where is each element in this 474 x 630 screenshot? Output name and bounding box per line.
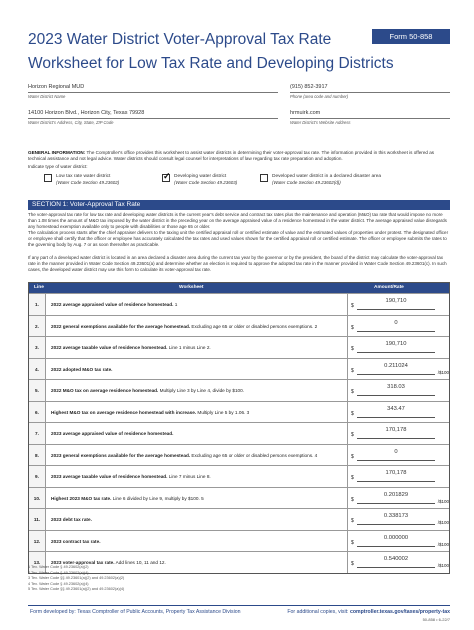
dollar-sign: $ xyxy=(351,303,354,309)
checkmark-icon: ✓ xyxy=(163,171,171,181)
district-type-label: Developing water district xyxy=(174,174,227,179)
line-number: 11. xyxy=(29,509,46,530)
line-number: 6. xyxy=(29,402,46,423)
footnote: 1 Tex. Water Code § 49.23602(a)(2) xyxy=(28,565,89,569)
website-caption: Water District's Website Address xyxy=(290,118,450,125)
form-title xyxy=(28,30,394,73)
rate-unit: /$100 xyxy=(437,369,449,375)
line-number: 4. xyxy=(29,359,46,380)
checkbox[interactable] xyxy=(44,174,52,182)
fill-line xyxy=(357,352,435,353)
fill-line xyxy=(357,438,435,439)
amount-value: 0.338173 xyxy=(383,513,409,519)
amount-field[interactable] xyxy=(347,337,451,358)
district-type-code: (Water Code Section 49.23602(d)) xyxy=(272,180,341,185)
table-row xyxy=(29,379,449,401)
page-footer xyxy=(28,605,450,622)
district-name-value: Horizon Regional MUD xyxy=(28,84,85,90)
line-number: 3. xyxy=(29,337,46,358)
dollar-sign: $ xyxy=(351,453,354,460)
dollar-sign: $ xyxy=(351,389,354,395)
table-row xyxy=(29,465,449,487)
line-description xyxy=(51,294,177,316)
amount-field[interactable] xyxy=(347,445,451,466)
phone-field[interactable] xyxy=(290,82,450,102)
phone-value: (915) 852-3917 xyxy=(290,84,328,90)
table-row xyxy=(29,293,449,315)
line-title: 2023 debt tax rate. xyxy=(51,517,92,522)
dollar-sign: $ xyxy=(351,432,354,438)
line-number: 8. xyxy=(29,445,46,466)
district-name-caption: Water District Name xyxy=(28,92,278,99)
title-line-1: 2023 Water District Voter-Approval Tax Rate xyxy=(28,31,332,48)
line-number: 5. xyxy=(29,380,46,401)
dollar-sign: $ xyxy=(351,346,354,352)
line-title: 2022 average taxable value of residence homestead. xyxy=(51,345,168,350)
amount-value: 0 xyxy=(394,448,398,455)
fill-line xyxy=(357,567,435,568)
table-row xyxy=(29,530,449,552)
line-title: 2023 average taxable value of residence homestead. xyxy=(51,474,168,479)
general-label: GENERAL INFORMATION: xyxy=(28,150,86,155)
dollar-sign: $ xyxy=(351,410,354,417)
table-row xyxy=(29,358,449,380)
section-1-paragraph-3: If any part of a developed water district is located in an area declared a disaster area during the current tax year by the governor or by the president, the board of the district may calculate the voter-approval tax rate in the manner provided in Water Code Section 49.23601(a) and determine whether an election is required to approve the adopted tax rate in the manner provided in Water Code Section 49.23601(c). In such cases, the developed water district may use this form to calculate its voter-approval tax rate. xyxy=(28,255,447,272)
line-instruction: Multiply Line 5 by 1.06. 3 xyxy=(196,409,250,415)
table-row xyxy=(29,444,449,466)
table-row xyxy=(29,508,449,530)
dollar-sign: $ xyxy=(351,518,354,524)
rate-unit: /$100 xyxy=(437,498,449,504)
district-info xyxy=(28,82,450,128)
address-caption: Water District's Address, City, State, ZIP Code xyxy=(28,118,278,125)
line-title: 2022 adopted M&O tax rate. xyxy=(51,366,113,372)
dollar-sign: $ xyxy=(351,324,354,331)
line-description xyxy=(51,316,317,338)
col-worksheet-header: Worksheet xyxy=(179,285,204,290)
fill-line xyxy=(357,374,435,375)
general-text: The Comptroller's office provides this worksheet to assist water districts in determining their voter-approval tax rate. The information provided in this worksheet is offered as technical assistance and not legal advice. Water districts should consult legal counsel for interpretations of law regarding tax rate preparation and adoption. xyxy=(28,150,435,161)
line-number: 2. xyxy=(29,316,46,337)
dollar-sign: $ xyxy=(351,367,354,374)
footer-link[interactable]: comptroller.texas.gov/taxes/property-tax xyxy=(349,609,450,615)
footnotes xyxy=(28,565,124,593)
amount-field[interactable] xyxy=(347,380,451,401)
line-description xyxy=(51,488,204,510)
fill-line xyxy=(357,309,435,310)
amount-value: 0.000000 xyxy=(383,534,409,541)
table-header xyxy=(29,283,449,293)
fill-line xyxy=(357,503,435,504)
amount-value: 343.47 xyxy=(387,405,405,412)
line-description xyxy=(51,380,244,402)
amount-value: 190,710 xyxy=(385,341,407,347)
footnote: 3 Tex. Water Code §§ 49.23601(a)(2) and 49.23602(a)(2) xyxy=(28,576,125,580)
amount-value: 170,178 xyxy=(385,470,407,476)
line-description xyxy=(51,423,173,445)
fill-line xyxy=(357,460,435,461)
section-1-header: SECTION 1: Voter-Approval Tax Rate xyxy=(28,200,450,210)
section-1-paragraph-1: The voter-approval tax rate for low tax rate and developing water districts is the current year's debt service and contract tax rates plus the maintenance and operation (M&O) tax rate that would impose no more than 1.08 times the amount of M&O tax imposed by the water district in the preceding year on the average appraised value of a residence homestead in the water district. The average appraised value disregards any homestead exemption available only to people with disabilities or those age 65 or older. xyxy=(28,212,447,229)
footnote: 4 Tex. Water Code § 49.23602(a)(4) xyxy=(28,581,89,586)
section-1-paragraph-2: The calculation process starts after the chief appraiser delivers to the taxing unit the certified appraisal roll or certified estimate of value and the estimated values of properties under protest. The designated officer or employee shall certify that the officer or employee has accurately calculated the tax rates and used values shown for the certified appraisal roll or certified estimate. The officer or employee submits the rates to the governing body by Aug. 7 or as soon thereafter as practicable. xyxy=(28,230,449,247)
line-description xyxy=(51,359,112,381)
dollar-sign: $ xyxy=(351,475,354,481)
col-line-header: Line xyxy=(34,285,44,290)
table-row xyxy=(29,487,449,509)
website-field[interactable] xyxy=(290,108,450,128)
amount-value: 0.540002 xyxy=(383,556,409,562)
footer-visit-text: For additional copies, visit: xyxy=(287,609,350,615)
line-instruction: Excluding age 65 or older or disabled persons exemptions. 2 xyxy=(190,323,318,329)
line-title: 2022 M&O tax on average residence homestead. xyxy=(51,388,159,393)
line-title: 2023 contract tax rate. xyxy=(51,538,101,544)
fill-line xyxy=(357,417,435,418)
amount-value: 318.03 xyxy=(387,384,405,390)
title-line-2: Worksheet for Low Tax Rate and Developing Districts xyxy=(28,55,394,72)
table-row xyxy=(29,336,449,358)
fill-line xyxy=(357,481,435,482)
amount-value: 0 xyxy=(394,319,398,326)
dollar-sign: $ xyxy=(351,539,354,546)
rate-unit: /$100 xyxy=(437,541,449,547)
line-title: 2023 voter-approval tax rate. xyxy=(51,560,115,565)
website-value: hrmuirk.com xyxy=(290,110,321,116)
line-number: 10. xyxy=(29,488,46,509)
amount-field[interactable] xyxy=(347,294,451,315)
fill-line xyxy=(357,524,435,525)
line-number: 7. xyxy=(29,423,46,444)
col-amount-header: Amount/Rate xyxy=(374,285,404,290)
fill-line xyxy=(357,331,435,332)
line-description xyxy=(51,531,101,553)
table-row xyxy=(29,401,449,423)
footer-visit xyxy=(287,609,450,615)
district-type-label: Developed water district in a declared disaster area xyxy=(272,174,382,179)
line-description xyxy=(51,466,211,488)
amount-value: 0.211024 xyxy=(384,362,408,369)
rate-unit: /$100 xyxy=(437,563,449,568)
table-row xyxy=(29,315,449,337)
amount-field[interactable] xyxy=(347,531,451,552)
line-number: 1. xyxy=(29,294,46,315)
fill-line xyxy=(357,395,435,396)
amount-field[interactable] xyxy=(347,466,451,487)
district-type-code: (Water Code Section 49.23603) xyxy=(174,180,238,185)
amount-value: 190,710 xyxy=(385,298,407,304)
amount-value: 170,178 xyxy=(385,427,407,433)
rate-unit: /$100 xyxy=(437,520,449,525)
line-title: 2022 average appraised value of residence homestead. xyxy=(51,302,174,307)
line-number: 13. xyxy=(29,552,46,573)
address-field[interactable] xyxy=(28,108,278,128)
dollar-sign: $ xyxy=(351,496,354,503)
fill-line xyxy=(357,546,435,547)
line-number: 9. xyxy=(29,466,46,487)
line-instruction: Line 6 divided by Line 9, multiply by $100. 5 xyxy=(111,495,204,501)
amount-field[interactable] xyxy=(347,552,451,573)
general-information xyxy=(28,150,450,162)
amount-field[interactable] xyxy=(347,402,451,423)
amount-value: 0.201829 xyxy=(383,491,409,498)
line-title: 2023 average appraised value of residence homestead. xyxy=(51,431,174,436)
checkbox[interactable] xyxy=(260,174,268,182)
footnote: 2 Tex. Water Code § 49.23602(a)(4) xyxy=(28,570,89,575)
footnote: 5 Tex. Water Code §§ 49.23601(a)(2) and 49.23602(a)(4) xyxy=(28,587,125,591)
line-instruction: 1 xyxy=(173,302,178,307)
line-instruction: Add lines 10, 11 and 12. xyxy=(114,560,166,565)
district-type-prompt: Indicate type of water district: xyxy=(28,164,88,169)
district-name-field[interactable] xyxy=(28,82,278,102)
line-title: Highest 2023 M&O tax rate. xyxy=(51,495,112,501)
line-number: 12. xyxy=(29,531,46,552)
address-value: 14100 Horizon Blvd., Horizon City, Texas 79928 xyxy=(28,110,145,116)
line-description xyxy=(51,337,211,359)
footer-credit: Form developed by: Texas Comptroller of Public Accounts, Property Tax Assistance Division xyxy=(30,609,241,615)
dollar-sign: $ xyxy=(351,561,354,567)
line-description xyxy=(51,509,92,531)
line-description xyxy=(51,402,249,424)
form-number-badge: Form 50-858 xyxy=(372,29,450,44)
line-title: 2022 general exemptions available for the average homestead. xyxy=(51,323,191,329)
table-row xyxy=(29,422,449,444)
amount-field[interactable] xyxy=(347,316,451,337)
district-type-label: Low tax rate water district xyxy=(56,174,111,179)
line-title: 2023 general exemptions available for the average homestead. xyxy=(51,452,191,458)
line-instruction: Line 1 minus Line 2. xyxy=(167,345,211,350)
amount-field[interactable] xyxy=(347,488,451,509)
amount-field[interactable] xyxy=(347,509,451,530)
line-title: Highest M&O tax on average residence homestead with increase. xyxy=(51,409,197,415)
form-code: 50-858 • 6-22/7 xyxy=(422,617,450,622)
line-instruction: Excluding age 65 or older or disabled persons exemptions. 4 xyxy=(190,452,318,458)
amount-field[interactable] xyxy=(347,359,451,380)
amount-field[interactable] xyxy=(347,423,451,444)
line-instruction: Line 7 minus Line 8. xyxy=(167,474,211,479)
worksheet-table xyxy=(28,282,450,574)
district-type-code: (Water Code Section 49.23602) xyxy=(56,180,120,185)
line-description xyxy=(51,445,317,467)
phone-caption: Phone (area code and number) xyxy=(290,92,450,99)
line-instruction: Multiply Line 3 by Line 4, divide by $100. xyxy=(158,388,245,393)
